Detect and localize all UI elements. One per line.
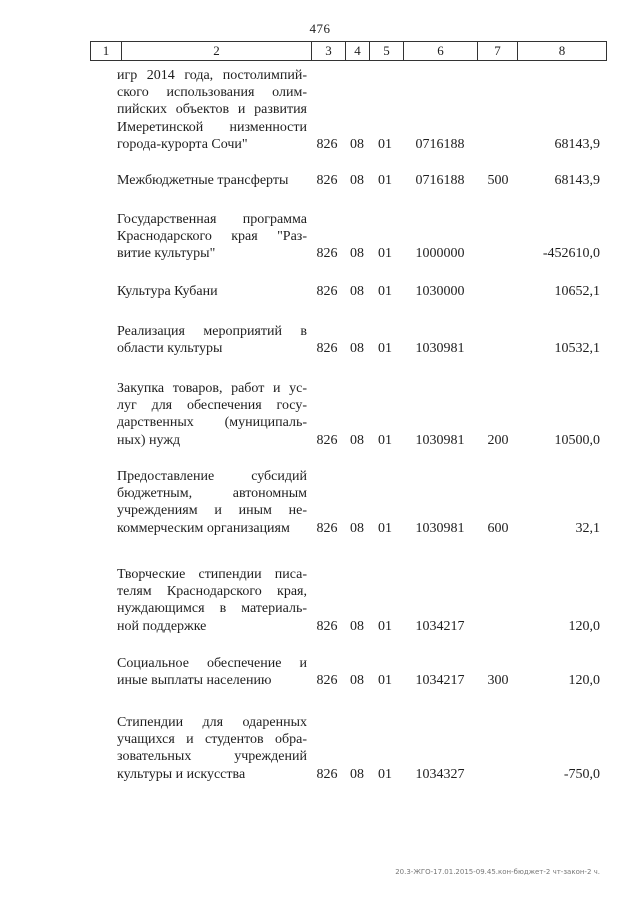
cell-c3: 826	[316, 136, 338, 152]
description-line: нуждающимся в материаль-	[117, 601, 307, 617]
cell-c8: 10500,0	[554, 432, 600, 448]
description-line: телям Краснодарского края,	[117, 584, 307, 600]
header-cell: 7	[477, 42, 517, 60]
description-line: ной поддержке	[117, 618, 207, 634]
cell-c3: 826	[316, 246, 338, 262]
row-description	[117, 67, 307, 153]
cell-c4: 08	[350, 673, 364, 689]
description-line: Стипендии для одаренных	[117, 715, 307, 730]
row-description	[117, 468, 307, 537]
cell-c5: 01	[378, 341, 392, 357]
description-line: бюджетным, автономным	[117, 486, 307, 502]
cell-c4: 08	[350, 284, 364, 299]
cell-c6: 1034217	[415, 618, 465, 634]
description-line: коммерческим организациям	[117, 520, 290, 536]
cell-c6: 1034217	[415, 673, 465, 689]
table-header	[90, 41, 607, 61]
cell-c8: 68143,9	[554, 136, 600, 152]
cell-c4: 08	[350, 246, 364, 262]
cell-c6: 0716188	[415, 136, 465, 152]
cell-c3: 826	[316, 173, 338, 188]
cell-c4: 08	[350, 766, 364, 782]
description-line: игр 2014 года, постолимпий-	[117, 68, 307, 83]
header-cell: 4	[345, 42, 369, 60]
cell-c3: 826	[316, 341, 338, 357]
description-line: Творческие стипендии писа-	[117, 567, 307, 582]
cell-c4: 08	[350, 520, 364, 536]
header-cell: 5	[369, 42, 403, 60]
cell-c6: 1030981	[415, 341, 465, 357]
header-cell: 8	[517, 42, 606, 60]
cell-c5: 01	[378, 618, 392, 634]
footer-stamp: 20.3-ЖГО-17.01.2015-09.45.кон-бюджет-2 чт-закон-2 ч.	[395, 868, 600, 876]
cell-c3: 826	[316, 432, 338, 448]
cell-c4: 08	[350, 173, 364, 188]
cell-c3: 826	[316, 766, 338, 782]
cell-c7: 600	[487, 520, 509, 536]
page-number: 476	[309, 21, 331, 36]
cell-c8: 120,0	[568, 618, 600, 634]
row-description	[117, 714, 307, 783]
row-description	[117, 380, 307, 449]
cell-c5: 01	[378, 766, 392, 782]
header-cell: 1	[102, 43, 110, 58]
description-line: дарственных (муниципаль-	[117, 415, 307, 431]
description-line: культуры и искусства	[117, 766, 246, 782]
cell-c6: 1030981	[415, 520, 465, 536]
description-line: луг для обеспечения госу-	[117, 398, 307, 414]
description-line: витие культуры"	[117, 246, 216, 262]
cell-c4: 08	[350, 136, 364, 152]
cell-c5: 01	[378, 432, 392, 448]
cell-c3: 826	[316, 284, 338, 299]
header-cell: 3	[311, 42, 345, 60]
description-line: Государственная программа	[117, 212, 307, 227]
description-line: учащихся и студентов обра-	[117, 732, 307, 748]
description-line: Имеретинской низменности	[117, 119, 307, 135]
cell-c4: 08	[350, 432, 364, 448]
description-line: ского использования олим-	[117, 85, 307, 101]
cell-c6: 1034327	[415, 766, 465, 782]
row-description	[117, 211, 307, 263]
cell-c8: -750,0	[563, 766, 600, 782]
description-line: Реализация мероприятий в	[117, 324, 307, 339]
header-cell: 2	[121, 42, 311, 60]
cell-c5: 01	[378, 520, 392, 536]
row-description	[117, 566, 307, 635]
row-description	[117, 323, 307, 357]
cell-c3: 826	[316, 618, 338, 634]
cell-c4: 08	[350, 341, 364, 357]
cell-c8: -452610,0	[542, 246, 600, 262]
cell-c6: 0716188	[415, 173, 465, 188]
cell-c8: 120,0	[568, 673, 600, 689]
cell-c6: 1030981	[415, 432, 465, 448]
description-line: иные выплаты населению	[117, 673, 272, 689]
row-description	[117, 655, 307, 689]
description-line: Межбюджетные трансферты	[117, 173, 289, 188]
row-description	[117, 283, 307, 300]
description-line: пийских объектов и развития	[117, 102, 307, 118]
description-line: ных) нужд	[117, 432, 181, 448]
cell-c8: 68143,9	[554, 173, 600, 188]
cell-c6: 1030000	[415, 284, 465, 299]
header-cell: 6	[403, 42, 477, 60]
cell-c3: 826	[316, 673, 338, 689]
cell-c7: 300	[487, 673, 509, 689]
cell-c8: 10652,1	[554, 284, 600, 299]
cell-c5: 01	[378, 246, 392, 262]
cell-c6: 1000000	[415, 246, 465, 262]
description-line: Краснодарского края "Раз-	[117, 229, 307, 245]
description-line: Закупка товаров, работ и ус-	[117, 381, 307, 396]
cell-c8: 32,1	[575, 520, 600, 536]
row-description	[117, 172, 307, 189]
cell-c5: 01	[378, 173, 392, 188]
cell-c3: 826	[316, 520, 338, 536]
cell-c8: 10532,1	[554, 341, 600, 357]
description-line: Культура Кубани	[117, 284, 218, 299]
cell-c5: 01	[378, 284, 392, 299]
description-line: Социальное обеспечение и	[117, 656, 307, 671]
cell-c5: 01	[378, 673, 392, 689]
cell-c7: 500	[487, 173, 509, 188]
cell-c4: 08	[350, 618, 364, 634]
description-line: зовательных учреждений	[117, 749, 307, 765]
description-line: города-курорта Сочи"	[117, 136, 248, 152]
description-line: области культуры	[117, 341, 223, 357]
description-line: учреждениям и иным не-	[117, 503, 307, 519]
description-line: Предоставление субсидий	[117, 469, 307, 484]
cell-c7: 200	[487, 432, 509, 448]
cell-c5: 01	[378, 136, 392, 152]
